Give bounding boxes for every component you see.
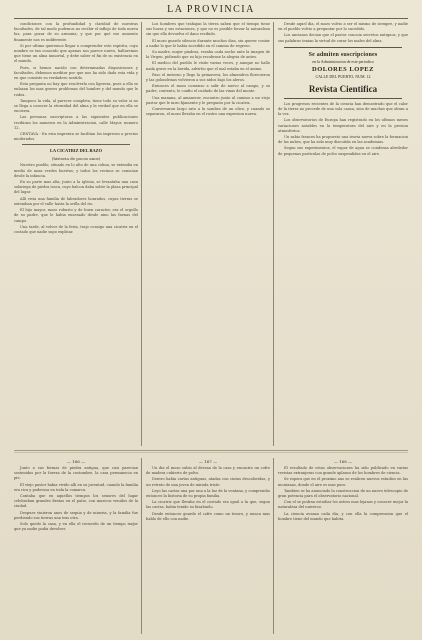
paragraph: En su parte mas alta, junto a la iglesia, se levantaba una casa solariega de piedra tosca, cuyo balcon daba sobre la plaza principal del lugar. xyxy=(14,180,138,195)
paragraph: Pues, si hemos nacido con determinadas disposiciones y facultades, debemos meditar por que nos ha sido dada esta vida y en que consiste su verdadero sentido. xyxy=(14,65,138,81)
advert-subtitle: en la Administracion de este periodico xyxy=(312,58,374,64)
paragraph: Se espera que en el proximo ano se realicen nuevos estudios en las montanas, donde el aire es mas puro. xyxy=(278,477,408,487)
paragraph: Desde aquel dia, el mozo volvio a ser el mismo de siempre, y nadie en el pueblo volvio a preguntar por lo sucedido. xyxy=(278,22,408,32)
paragraph: Segun sus experimentos, el vapor de agua se condensa alrededor de pequenas particulas de polvo suspendidas en el aire. xyxy=(278,146,408,156)
paragraph: Con el se podran estudiar los astros mas lejanos y conocer mejor la naturaleza del universo. xyxy=(278,500,408,510)
paragraph: Junto a sus formas de piedra antigua, que casi parecian sostenidas por la fuerza de la costumbre, la casa permanecia en pie. xyxy=(14,466,138,481)
advert-rule xyxy=(284,47,402,48)
paragraph: condiciones con la profundidad y claridad de nuestras facultades, de tal modo podemos no recibir el influjo de toda nueva luz, para gozar de su armonia; y que por qué ese aumento finamente nos es indiferente. xyxy=(14,22,138,42)
paragraph: Solo quedo la casa, y en ella el recuerdo de un tiempo mejor que ya nadie podia devolver. xyxy=(14,522,138,532)
paragraph: Los observatorios de Europa han registrado en los ultimos meses variaciones notables en la temperatura del aire y en la presion atmosferica. xyxy=(278,118,408,133)
paragraph: Una manana, al amanecer, encontro junto al camino a un viejo pastor que le miro fijamente y le pregunto por la cicatriz. xyxy=(146,95,270,105)
section-heading: Revista Cientifica xyxy=(308,83,378,94)
page-number: — 166 — xyxy=(66,459,86,464)
paragraph: La ciencia avanza cada dia, y con ella la comprension que el hombre tiene del mundo que habita. xyxy=(278,511,408,521)
page-number: — 168 — xyxy=(333,459,353,464)
paragraph: El hijo mayor, mozo robusto y de buen caracter, era el orgullo de su padre, que le habia ensenado desde nino las faenas del campo. xyxy=(14,208,138,223)
masthead-rule xyxy=(14,18,408,19)
paragraph: Esta pregunta no hay que resolverla con ligereza, pues a ella se enlazan los mas graves problemas del hombre y del mundo que le rodea. xyxy=(14,82,138,97)
advert-rule xyxy=(284,98,402,99)
advert-title: Se admiten suscripciones xyxy=(308,51,378,58)
column-divider xyxy=(273,22,274,446)
advert-name: DOLORES LOPEZ xyxy=(312,66,374,74)
section-rule xyxy=(22,144,130,145)
page-fold-line xyxy=(14,450,408,451)
column-divider xyxy=(141,22,142,446)
paragraph: La cicatriz que llevaba en el costado era igual a la que, segun las cartas, habia tenido su bisabuelo. xyxy=(146,500,270,510)
paragraph: Un dia el mozo subio al desvan de la casa y encontro un cofre de madera cubierto de polvo. xyxy=(146,466,270,476)
paragraph: Una tarde, al volver de la feria, trajo consigo una cicatriz en el costado que nadie supo explicar. xyxy=(14,224,138,234)
column-3 xyxy=(278,22,408,446)
column-divider xyxy=(141,458,142,634)
paragraph: El viejo pastor habia vivido alli en su juventud, cuando la familia era rica y poderosa en toda la comarca. xyxy=(14,482,138,492)
column-divider xyxy=(273,458,274,634)
masthead-title: LA PROVINCIA xyxy=(167,4,255,15)
paragraph: Si por ultimo queremos llegar a comprender este espiritu, cuyo nombre es tan conocido que apenas nos parece nuevo, hallaremos que tiene un alma inmortal, y debe saber el fin de su existencia en el mundo. xyxy=(14,43,138,64)
paragraph: Desde entonces guardo el cofre como un tesoro, y nunca mas hablo de ello con nadie. xyxy=(146,511,270,521)
paragraph: Los ancianos decian que el pastor conocia secretos antiguos, y que sus palabras tenian la virtud de curar los males del alma. xyxy=(278,33,408,43)
column-1 xyxy=(14,22,138,446)
notice-paragraph: CENTAVA - En esta imprenta se facilitan los impresos a precios moderados. xyxy=(14,132,138,142)
paragraph: Paso el invierno y llego la primavera; los almendros florecieron y las golondrinas volvieron a sus nidos bajo los aleros. xyxy=(146,72,270,83)
paragraph: Alli vivia una familia de labradores honrados, cuyas tierras se extendian por el valle hasta la orilla del rio. xyxy=(14,196,138,206)
paragraph: Conversaron largo rato a la sombra de un olivo, y cuando se separaron, el mozo llevaba en el rostro una expresion nueva. xyxy=(146,107,270,117)
paragraph: Entonces el mozo comenzo a salir de nuevo al campo, y su padre, contento, le confio el cuidado de las vinas del monte. xyxy=(146,84,270,94)
section-subheading: (historia de pocos anos) xyxy=(51,156,101,162)
paragraph: Su madre, mujer piadosa, rezaba cada noche ante la imagen de la Virgen, pidiendo que su hijo recobrase la alegria de antes. xyxy=(146,50,270,60)
column-4 xyxy=(14,458,138,634)
column-5 xyxy=(146,458,270,634)
advertisement xyxy=(278,51,408,95)
paragraph: Los progresos recientes de la ciencia han demostrado que el calor de la tierra no procede de una sola causa, sino de muchas que obran a la vez. xyxy=(278,101,408,117)
paragraph: El resultado de estas observaciones ha sido publicado en varias revistas extranjeras con grande aplauso de los hombres de ciencia. xyxy=(278,466,408,476)
paragraph: Los hombres que trabajan la tierra saben que el tiempo tiene sus horas y sus estaciones, y que no es posible forzar la naturaleza sin que ella devuelva el dano recibido. xyxy=(146,22,270,37)
column-6 xyxy=(278,458,408,634)
paragraph: Un sabio frances ha propuesto una teoria nueva sobre la formacion de las nubes, que ha sido muy discutida en las academias. xyxy=(278,135,408,145)
paragraph: El mozo guardo silencio durante muchos dias, sin querer contar a nadie lo que le habia sucedido en el camino de regreso. xyxy=(146,38,270,48)
paragraph: Nuestro pueblo, situado en lo alto de una colina, se extendia en medio de unas verdes huertas; y todos los vecinos se conocian desde la infancia. xyxy=(14,163,138,178)
paragraph: Dentro habia cartas antiguas, atadas con cintas descoloridas, y un retrato de una joven de mirada triste. xyxy=(146,477,270,487)
section-heading: LA CICATRIZ DEL BAZO xyxy=(49,148,102,154)
paragraph: Tambien se ha anunciado la construccion de un nuevo telescopio de gran potencia para el observatorio nacional. xyxy=(278,488,408,499)
page-number: — 167 — xyxy=(198,459,218,464)
paragraph: Tampoco la vida, al parecer completa, tiene todo su valor si no se llega a conocer la eternidad del alma y la verdad que en ella se encierra. xyxy=(14,98,138,114)
paragraph: Contaba que en aquellos tiempos los senores del lugar celebraban grandes fiestas en el patio, con musicos venidos de la ciudad. xyxy=(14,494,138,509)
notice-paragraph: Las personas suscriptoras a las siguientes publicaciones recibiran los numeros en la Administracion, calle Mayor, numero 12. xyxy=(14,115,138,130)
page-fold-shadow xyxy=(14,452,408,453)
paragraph: El medico del pueblo le visito varias veces, y aunque no hallo nada grave en la herida, advirtio que el mal estaba en el animo. xyxy=(146,61,270,71)
paragraph: Despues vinieron anos de sequia y de miseria, y la familia fue perdiendo sus tierras una tras otra. xyxy=(14,510,138,520)
column-2 xyxy=(146,22,270,446)
advert-address: CALLE DEL PUERTO, NUM. 12 xyxy=(315,74,371,80)
paragraph: Leyo las cartas una por una a la luz de la ventana, y comprendio entonces la historia de su propia familia. xyxy=(146,488,270,499)
